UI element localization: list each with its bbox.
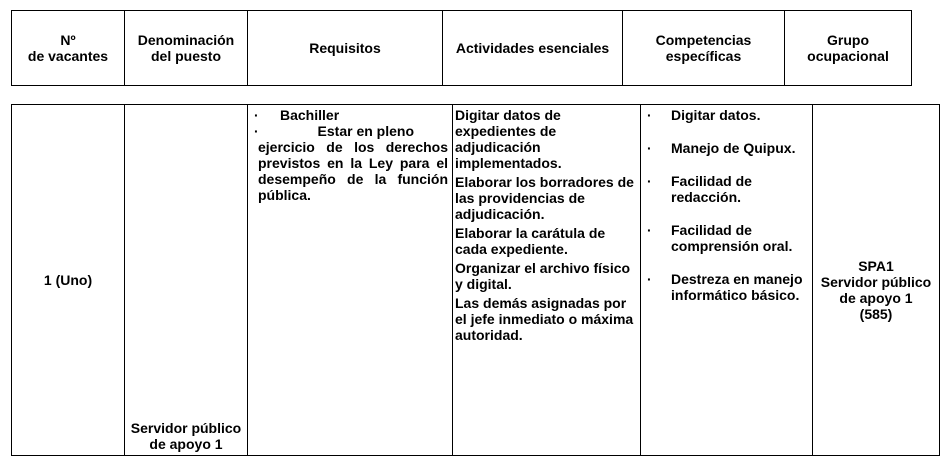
requirement-item-2-first <box>254 123 448 139</box>
competency-item <box>647 107 808 123</box>
competency-label: Manejo de Quipux. <box>671 140 796 156</box>
position-name-line1: Servidor público <box>130 420 242 436</box>
header-position-name <box>125 11 248 86</box>
header-row <box>12 11 912 86</box>
header-competencies-line1: Competencias <box>655 32 752 48</box>
position-name-cell <box>125 105 248 456</box>
body-table <box>11 104 940 456</box>
competency-label: Facilidad de comprensión oral. <box>671 222 793 254</box>
group-line3: de apoyo 1 <box>839 290 913 306</box>
requirement-item-1 <box>254 107 448 123</box>
bullet-icon: · <box>254 123 259 139</box>
group-cell <box>813 105 940 456</box>
bullet-icon: · <box>647 173 652 189</box>
competency-label: Digitar datos. <box>671 107 761 123</box>
requirement-first-line: Estar en pleno <box>317 123 414 139</box>
activity-item: Elaborar la carátula de cada expediente. <box>455 225 606 257</box>
competency-item <box>647 140 808 156</box>
header-group <box>785 11 912 86</box>
bullet-icon: · <box>647 271 652 287</box>
bullet-icon: · <box>647 107 652 123</box>
competency-item <box>647 222 808 254</box>
header-position-line2: del puesto <box>150 48 221 64</box>
competency-label: Destreza en manejo informático básico. <box>671 271 803 303</box>
header-competencies <box>623 11 785 86</box>
header-position-line1: Denominación <box>137 32 235 48</box>
bullet-icon: · <box>647 140 652 156</box>
group-line2: Servidor público <box>820 274 932 290</box>
header-requirements: Requisitos <box>248 11 443 86</box>
activities-cell <box>453 105 641 456</box>
bullet-icon: · <box>647 222 652 238</box>
requirement-label: Bachiller <box>280 107 340 123</box>
header-activities: Actividades esenciales <box>443 11 623 86</box>
header-group-line1: Grupo <box>827 32 869 48</box>
bullet-icon: · <box>254 107 259 123</box>
position-name-line2: de apoyo 1 <box>149 436 223 452</box>
header-vacancies <box>12 11 125 86</box>
table-row <box>12 105 940 456</box>
competency-label: Facilidad de redacción. <box>671 173 752 205</box>
activity-item: Digitar datos de expedientes de adjudicación implementados. <box>455 107 562 171</box>
header-competencies-line2: específicas <box>665 48 742 64</box>
header-vacancies-line2: de vacantes <box>27 48 109 64</box>
requirement-rest: ejercicio de los derechos previstos en la Ley para el desempeño de la función pública. <box>258 139 448 203</box>
activity-item: Organizar el archivo físico y digital. <box>455 260 631 292</box>
header-vacancies-line1: Nº <box>60 32 76 48</box>
activity-item: Las demás asignadas por el jefe inmediato o máxima autoridad. <box>455 295 634 343</box>
header-table <box>11 10 912 86</box>
competency-item <box>647 271 808 303</box>
activity-item: Elaborar los borradores de las providencias de adjudicación. <box>455 174 634 222</box>
group-code: SPA1 <box>858 258 894 274</box>
vacancies-cell: 1 (Uno) <box>12 105 125 456</box>
group-line4: (585) <box>859 306 893 322</box>
requirements-cell <box>248 105 453 456</box>
requirement-item-2 <box>254 123 448 203</box>
competencies-cell <box>641 105 813 456</box>
header-group-line2: ocupacional <box>807 48 889 64</box>
competency-item <box>647 173 808 205</box>
